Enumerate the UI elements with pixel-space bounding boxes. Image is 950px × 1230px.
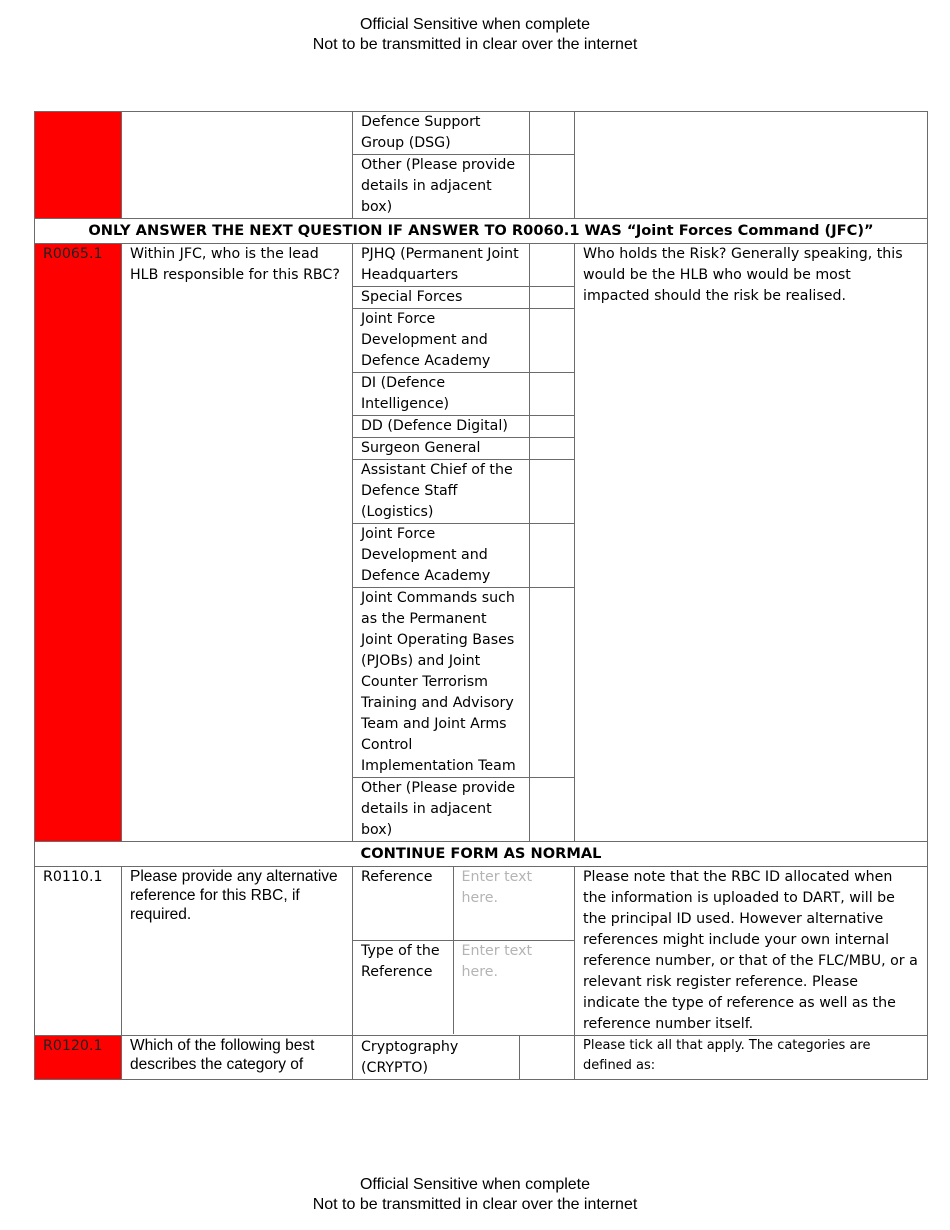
option-checkbox[interactable] (529, 244, 575, 287)
question-text: Within JFC, who is the lead HLB responsible for this RBC? (122, 244, 353, 842)
question-text: Please provide any alternative reference for this RBC, if required. (122, 867, 353, 1036)
question-id: R0065.1 (35, 244, 122, 842)
option-label: Defence Support Group (DSG) (353, 112, 529, 155)
question-row-r0120 (35, 1036, 928, 1080)
reference-type-field-row (353, 940, 575, 1034)
option-label: Joint Commands such as the Permanent Joint Operating Bases (PJOBs) and Joint Counter Terrorism Training and Advisory Team and Joint Arms Control Implementation Team (353, 588, 529, 778)
conditional-banner: ONLY ANSWER THE NEXT QUESTION IF ANSWER TO R0060.1 WAS “Joint Forces Command (JFC)” (35, 219, 928, 244)
reference-fields-cell (353, 867, 575, 1036)
option-checkbox[interactable] (529, 524, 575, 588)
option-label: PJHQ (Permanent Joint Headquarters (353, 244, 529, 287)
option-checkbox[interactable] (529, 309, 575, 373)
guidance-text: Please note that the RBC ID allocated when the information is uploaded to DART, will be the principal ID used. However alternative references might include your own internal reference number, or that of the FLC/MBU, or a relevant risk register reference. Please indicate the type of reference as well as the reference number itself. (575, 867, 928, 1036)
option-checkbox[interactable] (529, 287, 575, 309)
reference-type-label: Type of the Reference (361, 942, 440, 980)
option-row (353, 1036, 575, 1079)
transmission-warning: Not to be transmitted in clear over the internet (312, 1196, 638, 1213)
option-checkbox[interactable] (529, 373, 575, 416)
option-label: Other (Please provide details in adjacent box) (361, 157, 516, 215)
transmission-warning: Not to be transmitted in clear over the internet (312, 36, 638, 53)
options-list (353, 1036, 575, 1079)
reference-fields (353, 867, 575, 1034)
option-checkbox[interactable] (529, 438, 575, 460)
option-checkbox[interactable] (529, 460, 575, 524)
option-checkbox[interactable] (529, 416, 575, 438)
question-row-r0110 (35, 867, 928, 1036)
option-label: Surgeon General (353, 438, 529, 460)
option-label: Special Forces (353, 287, 529, 309)
risk-form-table (34, 111, 928, 1080)
reference-label: Reference (353, 867, 453, 940)
option-row (353, 373, 575, 416)
reference-input[interactable]: Enter text here. (453, 867, 575, 940)
option-label: Other (Please provide details in adjacent box) (361, 780, 516, 838)
options-list (353, 112, 575, 218)
classification-line: Official Sensitive when complete (359, 1176, 591, 1193)
option-label: Assistant Chief of the Defence Staff (Logistics) (353, 460, 529, 524)
question-id: R0120.1 (35, 1036, 122, 1080)
empty-question-cell (122, 112, 353, 219)
guidance-text: Please tick all that apply. The categories are defined as: (575, 1036, 928, 1080)
continuation-row (35, 112, 928, 219)
options-list (353, 244, 575, 841)
option-row (353, 438, 575, 460)
option-row (353, 416, 575, 438)
options-cell (353, 244, 575, 842)
option-row (353, 588, 575, 778)
option-checkbox[interactable] (529, 588, 575, 778)
option-row (353, 460, 575, 524)
option-label: DI (Defence Intelligence) (353, 373, 529, 416)
question-row-r0065 (35, 244, 928, 842)
classification-line: Official Sensitive when complete (359, 16, 591, 33)
option-row (353, 309, 575, 373)
continue-banner-row (35, 842, 928, 867)
question-id: R0110.1 (35, 867, 122, 1036)
continue-banner: CONTINUE FORM AS NORMAL (35, 842, 928, 867)
options-cell (353, 1036, 575, 1080)
option-row (353, 244, 575, 287)
option-label: Joint Force Development and Defence Academy (353, 524, 529, 588)
classification-footer (0, 1175, 950, 1215)
option-checkbox[interactable] (529, 778, 575, 842)
guidance-text: Who holds the Risk? Generally speaking, this would be the HLB who would be most impacted should the risk be realised. (575, 244, 928, 842)
empty-guidance-cell (575, 112, 928, 219)
reference-type-input[interactable]: Enter text here. (453, 940, 575, 1034)
option-label: Joint Force Development and Defence Academy (353, 309, 529, 373)
option-checkbox[interactable] (529, 112, 575, 155)
conditional-banner-row (35, 219, 928, 244)
option-row (353, 112, 575, 155)
option-row (353, 155, 575, 219)
option-label: Cryptography (CRYPTO) (361, 1039, 459, 1076)
option-checkbox[interactable] (529, 155, 575, 219)
option-row (353, 524, 575, 588)
option-row (353, 287, 575, 309)
options-cell (353, 112, 575, 219)
option-label: DD (Defence Digital) (353, 416, 529, 438)
option-row (353, 778, 575, 842)
question-text: Which of the following best describes the category of (122, 1036, 353, 1080)
option-checkbox[interactable] (519, 1036, 575, 1079)
reference-field-row (353, 867, 575, 940)
red-marker-cell (35, 112, 122, 219)
classification-header (0, 15, 950, 55)
